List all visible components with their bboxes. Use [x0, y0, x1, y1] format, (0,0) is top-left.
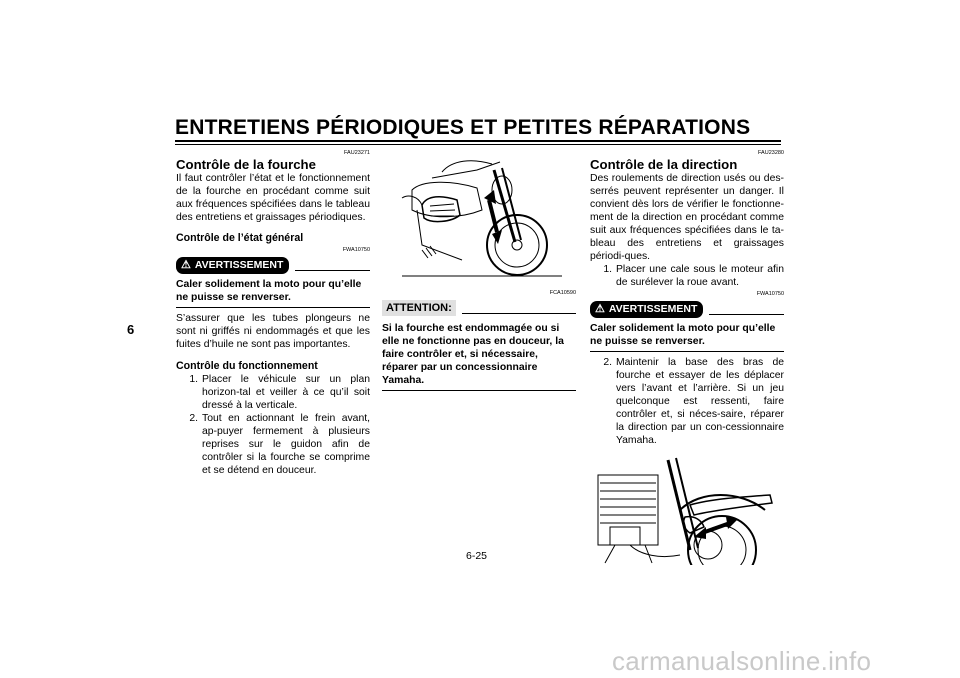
- list-number: 2.: [189, 413, 198, 424]
- subsection-operation-check: Contrôle du fonctionnement: [176, 360, 318, 372]
- warning-text: Caler solidement la moto pour qu’elle ne puisse se renverser.: [590, 318, 784, 352]
- list-text: Placer une cale sous le moteur afin de surélever la roue avant.: [616, 264, 784, 288]
- reference-code: FWA10750: [756, 291, 784, 297]
- chapter-tab: 6: [127, 322, 135, 337]
- steering-check-illustration: [590, 455, 784, 565]
- watermark: carmanualsonline.info: [612, 646, 872, 676]
- steering-intro: Des roulements de direction usés ou des-serrés peuvent représenter un danger. Il convient dès lors de vérifier le fonctionne-ment de la direction en procédant comme suit aux fréquences spécifiées dans le ta-bleau des entretiens et graissages périodi-ques.: [590, 173, 784, 262]
- reference-code: FWA10750: [342, 247, 370, 253]
- subsection-general-check: Contrôle de l’état général: [176, 232, 304, 244]
- list-number: 1.: [189, 374, 198, 385]
- motorcycle-fork-press-illustration: [382, 150, 576, 280]
- list-number: 2.: [603, 357, 612, 368]
- warning-badge: [590, 301, 703, 318]
- list-number: 1.: [603, 264, 612, 275]
- warning-text: Caler solidement la moto pour qu’elle ne puisse se renverser.: [176, 274, 370, 308]
- warning-triangle-icon: ⚠: [595, 303, 605, 315]
- fork-intro: Il faut contrôler l’état et le fonctionnement de la fourche en procédant comme suit aux fréquences spécifiées dans le tableau des entretiens et graissages périodiques.: [176, 173, 370, 223]
- header-rule-thin: [175, 144, 781, 145]
- list-text: Placer le véhicule sur un plan horizon-tal et veiller à ce qu’il soit dressé à la verticale.: [202, 374, 370, 411]
- warning-header: [590, 301, 784, 318]
- list-item: [176, 373, 370, 412]
- list-text: Tout en actionnant le frein avant, ap-puyer fermement à plusieurs reprises sur le guidon afin de contrôler si la fourche se comprime et se détend en douceur.: [202, 413, 370, 476]
- attention-rule: [462, 313, 576, 314]
- section-title-fork: Contrôle de la fourche: [176, 157, 316, 172]
- attention-badge: ATTENTION:: [382, 300, 456, 316]
- list-item: [590, 356, 784, 447]
- right-column: [590, 150, 784, 569]
- reference-code: FAU23271: [344, 150, 370, 156]
- list-item: [590, 263, 784, 289]
- left-column: [176, 150, 370, 477]
- warning-label: AVERTISSEMENT: [608, 303, 698, 315]
- warning-label: AVERTISSEMENT: [194, 259, 284, 271]
- warning-header: [176, 257, 370, 274]
- attention-header: [382, 300, 576, 316]
- reference-code: FCA10590: [549, 290, 576, 296]
- list-item: [176, 412, 370, 477]
- warning-rule: [295, 270, 370, 271]
- reference-code: FAU23280: [758, 150, 784, 156]
- page-number: 6-25: [466, 550, 488, 562]
- warning-triangle-icon: ⚠: [181, 259, 191, 271]
- tube-check-text: S’assurer que les tubes plongeurs ne sont ni griffés ni endommagés et que les fuites d’huile ne sont pas importantes.: [176, 313, 370, 350]
- middle-column: [382, 150, 576, 391]
- attention-text: Si la fourche est endommagée ou si elle ne fonctionne pas en douceur, la faire contrôler et, si nécessaire, réparer par un concessionnaire Yamaha.: [382, 318, 576, 391]
- fork-illustration: [382, 150, 576, 284]
- section-title-steering: Contrôle de la direction: [590, 157, 738, 172]
- header-rule: [175, 140, 781, 142]
- warning-rule: [709, 314, 784, 315]
- warning-badge: [176, 257, 289, 274]
- page-title: ENTRETIENS PÉRIODIQUES ET PETITES RÉPARATIONS: [175, 116, 751, 139]
- steering-illustration: [590, 455, 784, 569]
- list-text: Maintenir la base des bras de fourche et essayer de les déplacer vers l’avant et l’arrière. Si un jeu quelconque est ressenti, faire contrôler et, si néces-saire, réparer la direction par un con-cessionnaire Yamaha.: [616, 357, 784, 446]
